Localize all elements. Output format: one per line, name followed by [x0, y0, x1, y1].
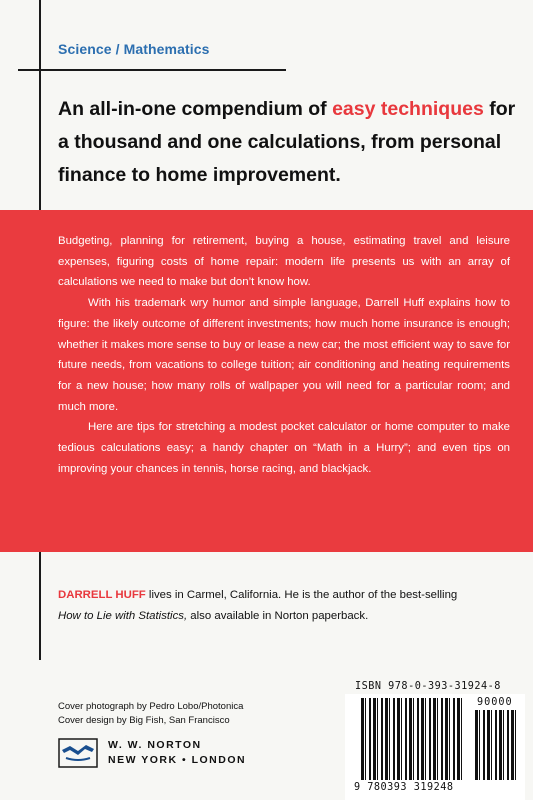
barcode-bar	[453, 698, 455, 780]
barcode-bar	[487, 710, 490, 780]
barcode-bar	[441, 698, 443, 780]
barcode-bar	[381, 698, 383, 780]
barcode-bar	[445, 698, 448, 780]
bio-text-1: lives in Carmel, California. He is the author of the best-selling	[145, 589, 458, 601]
barcode-bar	[405, 698, 407, 780]
barcode-bar	[385, 698, 388, 780]
barcode-bar	[429, 698, 431, 780]
barcode-bar	[461, 698, 462, 780]
barcode-bar	[483, 710, 485, 780]
description-text	[58, 231, 510, 479]
barcode-bar	[511, 710, 514, 780]
barcode-bar	[491, 710, 492, 780]
barcode-bars	[351, 696, 531, 784]
barcode-bar	[437, 698, 438, 780]
barcode-bar	[409, 698, 412, 780]
barcode-bar	[373, 698, 376, 780]
barcode-bar	[515, 710, 516, 780]
barcode-bar	[377, 698, 378, 780]
headline-part1: An all-in-one compendium of	[58, 98, 333, 120]
barcode-bar	[421, 698, 424, 780]
barcode-bar	[449, 698, 450, 780]
barcode-bar	[507, 710, 509, 780]
barcode-bar	[475, 710, 478, 780]
photo-credit: Cover photograph by Pedro Lobo/Photonica	[58, 701, 244, 712]
price-code: 90000	[477, 697, 513, 708]
headline	[58, 93, 518, 192]
headline-highlight: easy techniques	[332, 98, 484, 120]
barcode-bar	[393, 698, 395, 780]
barcode-bar	[479, 710, 480, 780]
category-label: Science / Mathematics	[58, 41, 210, 57]
barcode-bar	[503, 710, 504, 780]
book-title: How to Lie with Statistics,	[58, 610, 188, 622]
barcode-bar	[457, 698, 460, 780]
barcode-bar	[495, 710, 497, 780]
barcode-bar	[499, 710, 502, 780]
isbn-text: ISBN 978-0-393-31924-8	[355, 681, 501, 692]
barcode-bar	[401, 698, 402, 780]
publisher-cities: NEW YORK • LONDON	[108, 754, 247, 766]
publisher-name: W. W. NORTON	[108, 739, 202, 751]
author-bio	[58, 585, 518, 627]
publisher-block	[58, 738, 246, 768]
horizontal-rule	[18, 69, 286, 71]
design-credit: Cover design by Big Fish, San Francisco	[58, 715, 230, 726]
barcode-bar	[417, 698, 419, 780]
barcode-bar	[433, 698, 436, 780]
barcode-bar	[413, 698, 414, 780]
description-paragraph-2: With his trademark wry humor and simple language, Darrell Huff explains how to figure: the likely outcome of different investments; how much home insurance is enough; whether it makes more sense to buy or lease a new car; the most efficient way to save for future needs, from vacations to college tuition; air conditioning and heating requirements for a new house; how many rolls of wallpaper you will need for a particular room; and much more.	[58, 297, 510, 413]
barcode-bar	[397, 698, 400, 780]
bio-text-2: also available in Norton paperback.	[187, 610, 369, 622]
barcode-bar	[389, 698, 390, 780]
headline-part2: for a thousand and one calculations, from personal finance to home improvement.	[58, 98, 516, 186]
cover-credits	[58, 700, 243, 728]
norton-seagull-logo-icon	[58, 738, 98, 768]
author-name: DARRELL HUFF	[58, 589, 146, 601]
description-paragraph-3: Here are tips for stretching a modest pocket calculator or home computer to make tedious calculations easy; a handy chapter on “Math in a Hurry”; and even tips on improving your chances in tennis, horse racing, and blackjack.	[58, 421, 510, 475]
barcode-bar	[365, 698, 366, 780]
description-paragraph-1: Budgeting, planning for retirement, buying a house, estimating travel and leisure expenses, figuring costs of home repair: modern life presents us with an array of calculations we need to make but don’t know how.	[58, 235, 510, 289]
barcode-number: 9 780393 319248	[354, 782, 454, 793]
barcode-bar	[369, 698, 371, 780]
barcode-bar	[361, 698, 364, 780]
barcode-bar	[425, 698, 426, 780]
